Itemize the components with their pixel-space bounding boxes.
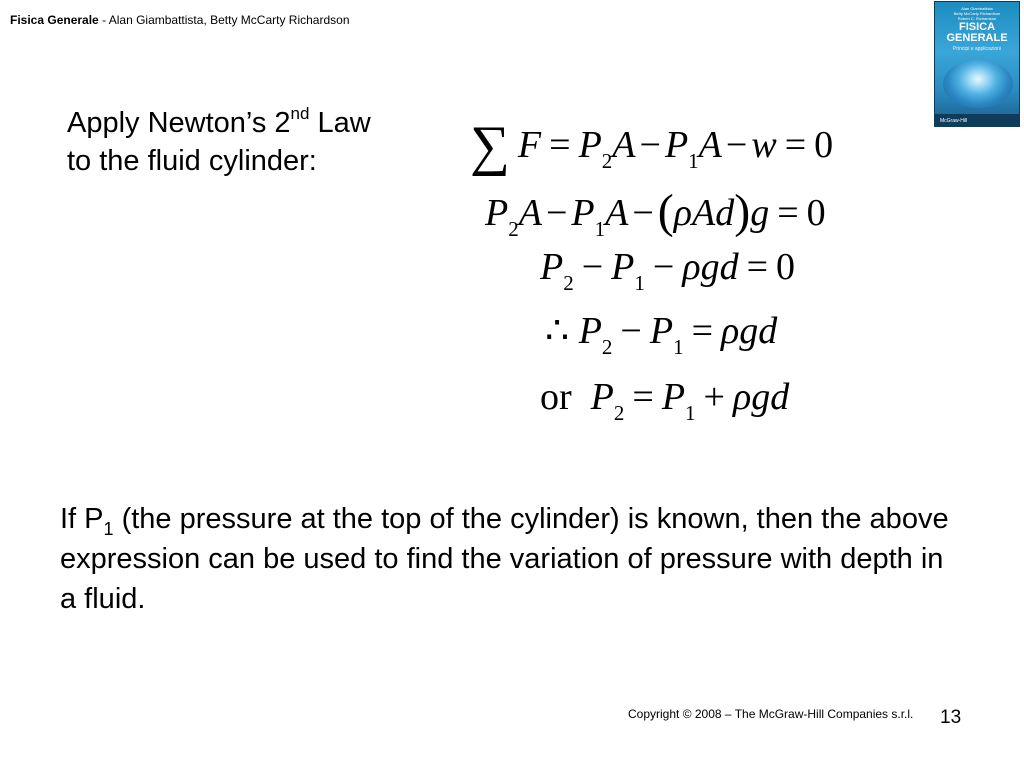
explanation-paragraph: If $P_1$ (the pressure at the top of the cylinder) is known, then the above expression can be used to find the variation of pressure with depth in a fluid. bbox=[60, 503, 949, 615]
slide-number: 13 bbox=[940, 707, 962, 728]
book-title: Fisica Generale bbox=[10, 13, 99, 27]
cover-title: FISICA GENERALE bbox=[946, 21, 1008, 44]
equation-block bbox=[470, 100, 890, 430]
cover-authors: Alan Giambattista Betty McCarty Richardson Robert C. Richardson bbox=[953, 6, 1001, 21]
book-authors: - Alan Giambattista, Betty McCarty Richardson bbox=[102, 13, 350, 27]
cover-publisher-logo: McGraw-Hill bbox=[940, 118, 968, 124]
water-drop-splash bbox=[943, 60, 1013, 108]
equation-5: or $P_2 = P_1 + \rho gd$ bbox=[540, 376, 790, 425]
equation-1: ∑ $F = P_2A - P_1A - w = 0$ bbox=[470, 115, 834, 177]
p1-subscript: 1 bbox=[103, 518, 114, 539]
therefore-symbol: ∴ bbox=[545, 310, 570, 352]
equation-2: $P_2A - P_1A -(\rho Ad)g = 0$ bbox=[485, 185, 826, 241]
slide-header bbox=[10, 13, 350, 27]
cover-subtitle: Principi e applicazioni bbox=[952, 46, 1002, 52]
intro-line-2: to the fluid cylinder: bbox=[67, 145, 317, 177]
intro-line-1: Apply Newton’s 2nd Law bbox=[67, 104, 371, 139]
summation-symbol: ∑ bbox=[470, 115, 510, 177]
intro-text bbox=[67, 104, 371, 180]
equation-4: ∴ $P_2 - P_1 = \rho gd$ bbox=[545, 310, 778, 359]
equation-3: $P_2 - P_1 - \rho gd = 0$ bbox=[540, 246, 795, 295]
copyright-notice: Copyright © 2008 – The McGraw-Hill Companies s.r.l. bbox=[628, 707, 914, 721]
ordinal-superscript: nd bbox=[290, 104, 310, 124]
book-cover-image bbox=[934, 1, 1020, 127]
